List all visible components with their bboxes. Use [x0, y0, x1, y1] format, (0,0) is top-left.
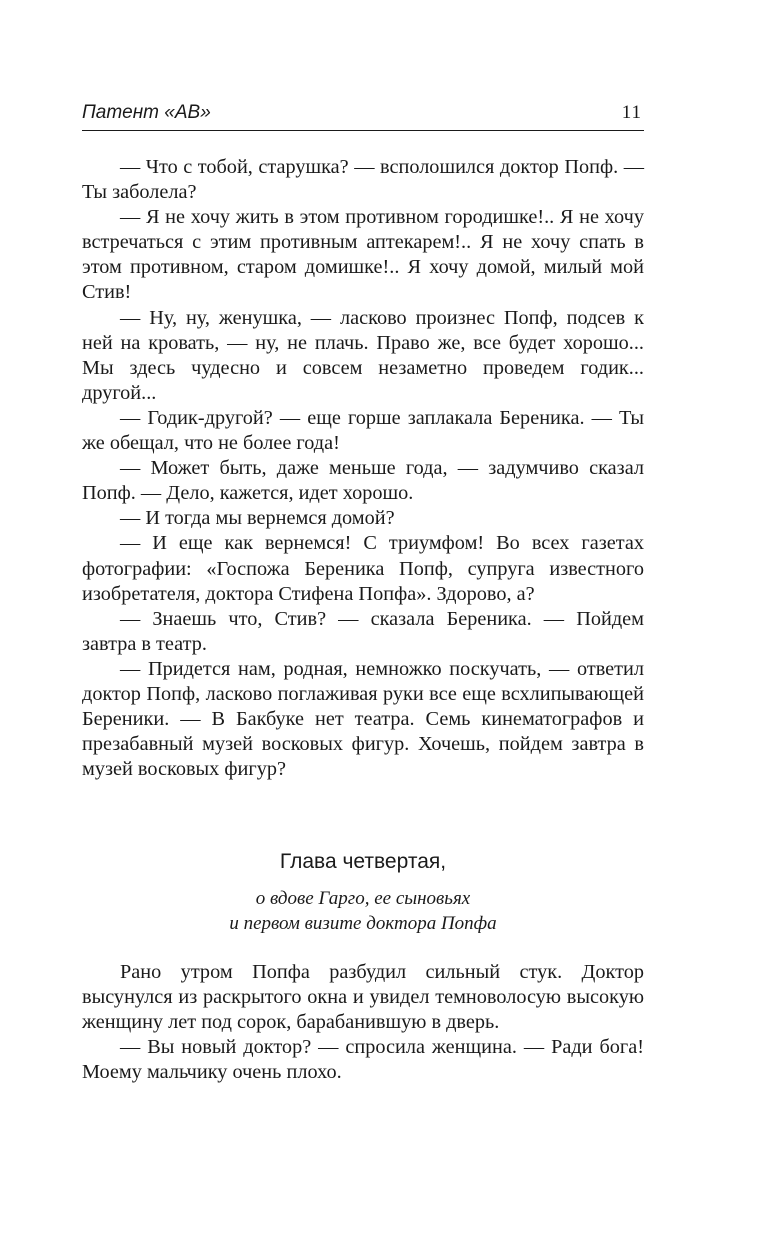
paragraph: — Годик-другой? — еще горше заплакала Береника. — Ты же обещал, что не более года! — [82, 406, 644, 455]
page-number: 11 — [621, 102, 642, 123]
paragraph: Рано утром Попфа разбудил сильный стук. Доктор высунулся из раскрытого окна и увидел темноволосую высокую женщину лет под сорок, барабанившую в дверь. — [82, 961, 644, 1034]
running-title: Патент «АВ» — [82, 102, 211, 123]
paragraph: — Может быть, даже меньше года, — задумчиво сказал Попф. — Дело, кажется, идет хорошо. — [82, 457, 644, 505]
paragraph: — И еще как вернемся! С триумфом! Во всех газетах фотографии: «Госпожа Береника Попф, супруга известного изобретателя, доктора Стифена Попфа». Здорово, а? — [82, 532, 644, 605]
chapter-heading — [82, 848, 644, 936]
chapter-subtitle-line-1: о вдове Гарго, ее сыновьях — [255, 888, 471, 909]
paragraph: — И тогда мы вернемся домой? — [120, 507, 395, 530]
paragraph: — Я не хочу жить в этом противном городишке!.. Я не хочу встречаться с этим противным аптекарем!.. Я не хочу спать в этом противном, старом домишке!.. Я хочу домой, милый мой Стив! — [82, 206, 644, 304]
text-block-dialogue — [82, 155, 644, 782]
chapter-title: Глава четвертая, — [279, 850, 447, 873]
header-rule — [82, 130, 644, 131]
paragraph: — Что с тобой, старушка? — всполошился доктор Попф. — Ты заболела? — [82, 156, 644, 204]
page-header — [82, 101, 644, 129]
paragraph: — Придется нам, родная, немножко поскучать, — ответил доктор Попф, ласково поглаживая руки все еще всхлипывающей Береники. — В Бакбуке нет театра. Семь кинематографов и презабавный музей восковых фигур. Хочешь, пойдем завтра в музей восковых фигур? — [82, 657, 644, 781]
chapter-subtitle-line-2: и первом визите доктора Попфа — [229, 913, 497, 934]
paragraph: — Вы новый доктор? — спросила женщина. — Ради бога! Моему мальчику очень плохо. — [82, 1036, 644, 1084]
paragraph: — Знаешь что, Стив? — сказала Береника. — Пойдем завтра в театр. — [82, 607, 644, 655]
text-block-chapter-start — [82, 960, 644, 1085]
paragraph: — Ну, ну, женушка, — ласково произнес Попф, подсев к ней на кровать, — ну, не плачь. Право же, все будет хорошо... Мы здесь чудесно и совсем незаметно проведем годик... другой... — [82, 306, 644, 404]
